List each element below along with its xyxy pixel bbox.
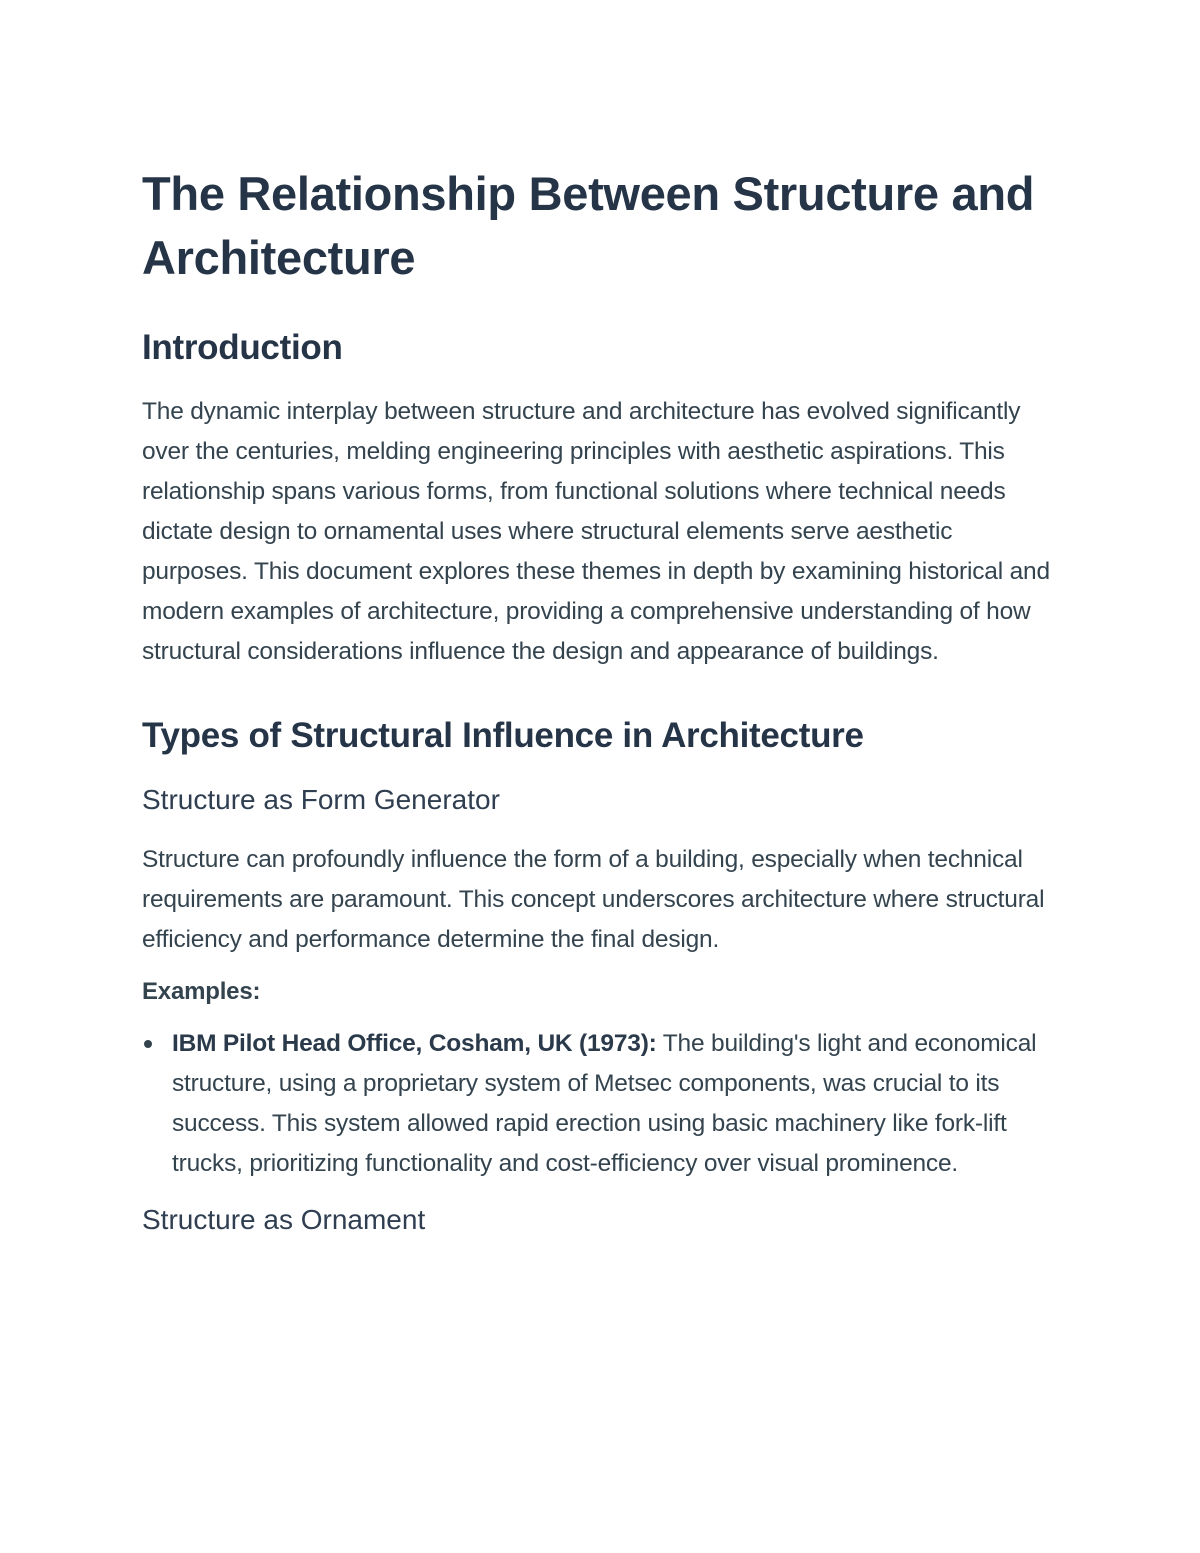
introduction-paragraph: The dynamic interplay between structure and architecture has evolved significantly over the centuries, melding engineering principles with aesthetic aspirations. This relationship spans various forms, from functional solutions where technical needs dictate design to ornamental uses where structural elements serve aesthetic purposes. This document explores these themes in depth by examining historical and modern examples of architecture, providing a comprehensive understanding of how structural considerations influence the design and appearance of buildings. [142,398,1050,665]
examples-label: Examples: [142,978,261,1005]
form-generator-paragraph: Structure can profoundly influence the form of a building, especially when technical requirements are paramount. This concept underscores architecture where structural efficiency and performance determine the final design. [142,846,1045,953]
example-description: The building's light and economical structure, using a proprietary system of Metsec components, was crucial to its success. This system allowed rapid erection using basic machinery like fork-lift trucks, prioritizing functionality and cost-efficiency over visual prominence. [172,1030,1037,1177]
subsection-heading-form-generator: Structure as Form Generator [142,784,500,815]
examples-list [142,1024,1050,1184]
bullet-icon [144,1040,152,1048]
document-title: The Relationship Between Structure and Architecture [142,167,1035,284]
example-name: IBM Pilot Head Office, Cosham, UK (1973): [172,1030,657,1057]
list-item [142,1024,1050,1184]
subsection-heading-ornament: Structure as Ornament [142,1204,426,1235]
section-heading-introduction: Introduction [142,328,343,367]
section-heading-types: Types of Structural Influence in Architecture [142,716,864,755]
